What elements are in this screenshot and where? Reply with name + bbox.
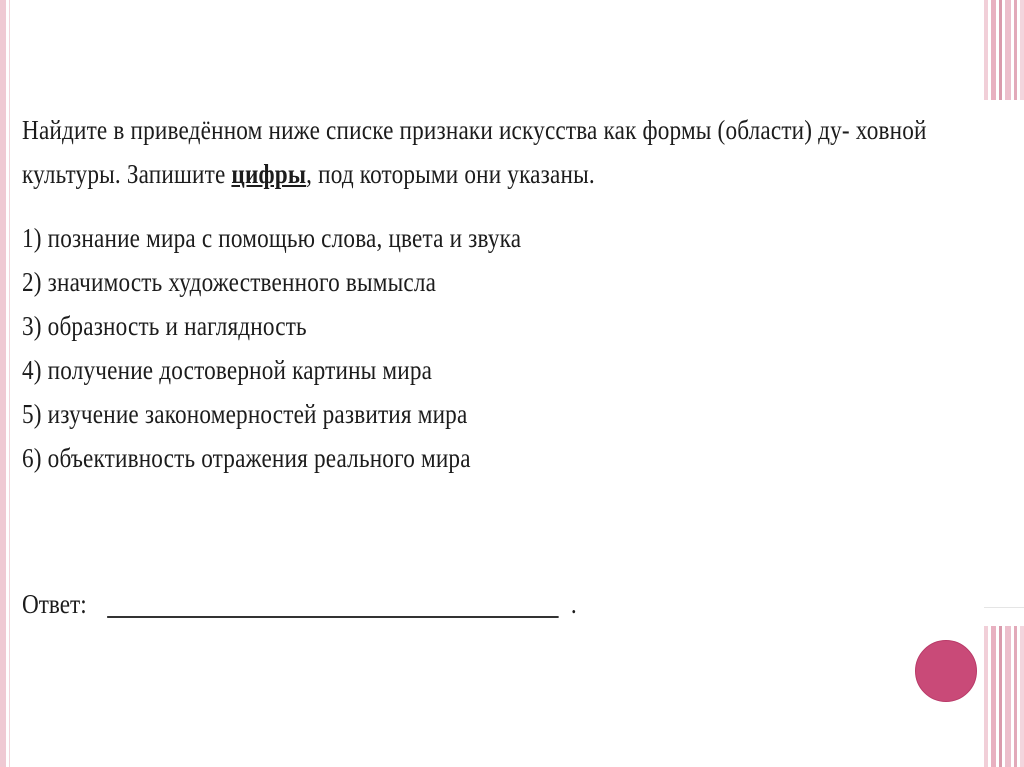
task-text-part2: , под которыми они указаны. (306, 159, 595, 189)
option-item: 5) изучение закономерностей развития мира (22, 399, 468, 429)
task-emphasis: цифры (231, 159, 307, 189)
task-text-part1: Найдите в приведённом ниже списке признаки искусства как формы (области) ду- ховной культуры. Запишите (22, 115, 927, 189)
option-item: 4) получение достоверной картины мира (22, 355, 433, 385)
option-item: 1) познание мира с помощью слова, цвета и звука (22, 223, 522, 253)
decorative-circle (915, 640, 977, 702)
answer-label: Ответ: (22, 589, 87, 619)
task-text (22, 108, 1020, 196)
left-decorative-border (0, 0, 6, 767)
task-content (22, 108, 927, 480)
left-decorative-line (9, 0, 10, 767)
answer-row (22, 584, 577, 624)
answer-dot: . (570, 589, 577, 619)
option-item: 3) образность и наглядность (22, 311, 307, 341)
divider-line (984, 607, 1024, 608)
answer-input-line[interactable] (107, 588, 559, 618)
options-list (22, 216, 873, 480)
option-item: 6) объективность отражения реального мира (22, 443, 471, 473)
option-item: 2) значимость художественного вымысла (22, 267, 437, 297)
